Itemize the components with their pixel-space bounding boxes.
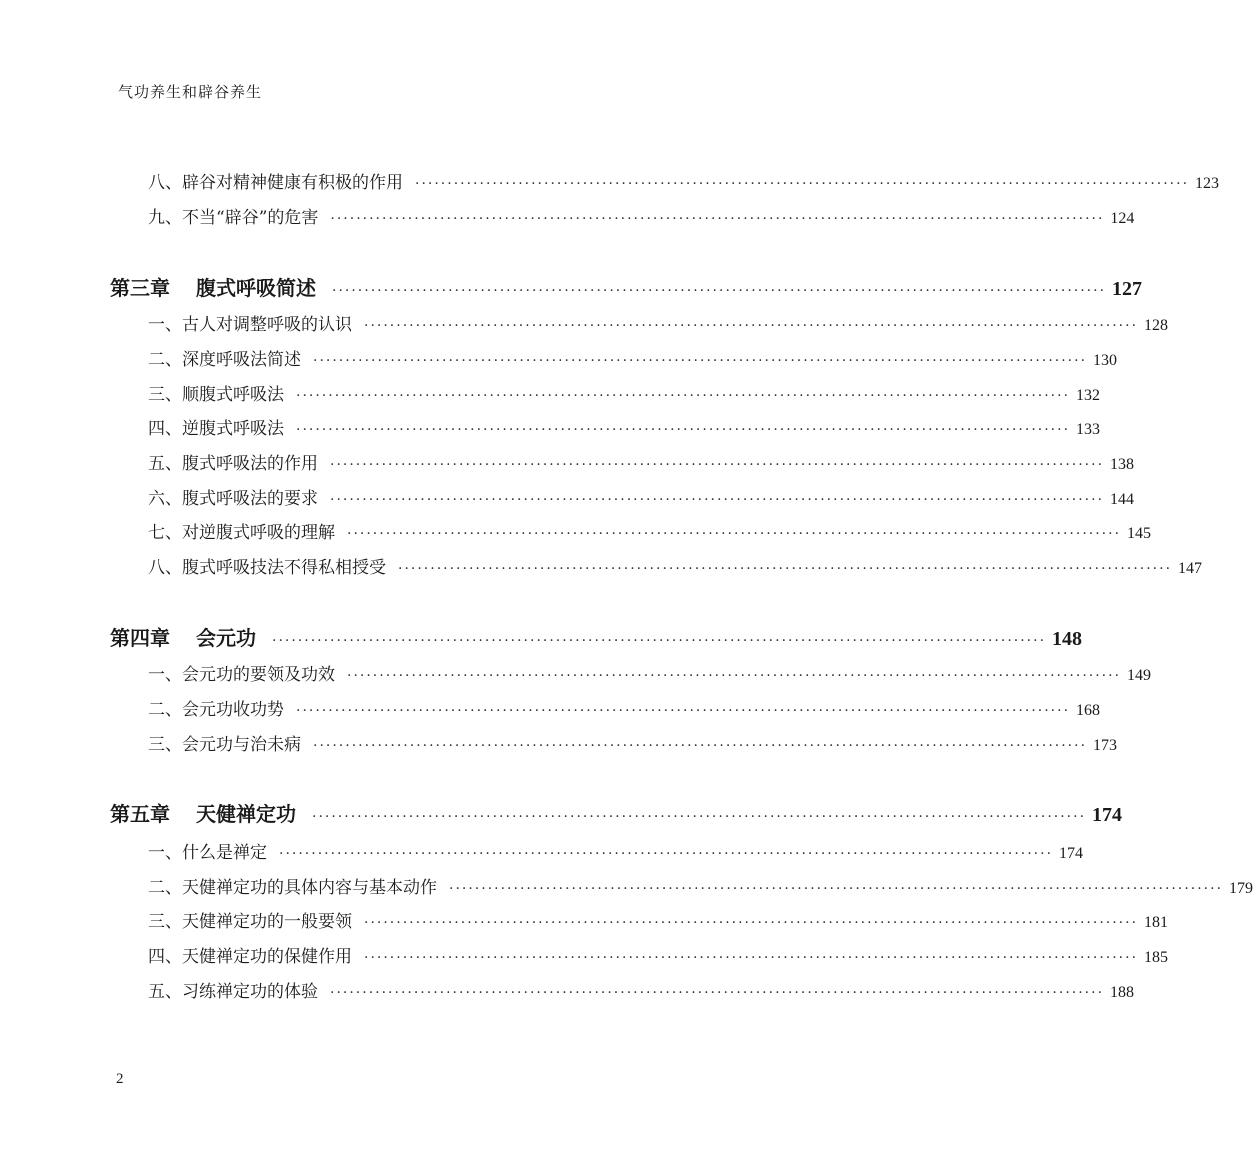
toc-section-entry: [148, 907, 1169, 932]
dot-leader: ························································································································: [364, 915, 1139, 931]
dot-leader: ························································································································: [296, 703, 1071, 719]
entry-page-number: 132: [1076, 387, 1101, 404]
dot-leader: ························································································································: [449, 881, 1224, 897]
chapter-label: 第五章: [110, 802, 170, 826]
toc-chapter-entry: [110, 272, 1143, 301]
chapter-title: 会元功: [196, 626, 256, 650]
entry-page-number: 174: [1059, 845, 1084, 862]
entry-title: 三、顺腹式呼吸法: [148, 385, 284, 405]
toc-section-entry: [148, 168, 1220, 193]
entry-title: 八、腹式呼吸技法不得私相授受: [148, 558, 386, 578]
entry-page-number: 181: [1144, 914, 1169, 931]
running-head: 气功养生和辟谷养生: [118, 83, 263, 101]
entry-title: 五、腹式呼吸法的作用: [148, 454, 318, 474]
toc-section-entry: [148, 730, 1118, 755]
entry-page-number: 148: [1052, 628, 1083, 650]
entry-page-number: 147: [1178, 560, 1203, 577]
toc-section-entry: [148, 660, 1152, 685]
toc-section-entry: [148, 695, 1101, 720]
toc-section-entry: [148, 203, 1135, 228]
entry-page-number: 188: [1110, 984, 1135, 1001]
entry-title: 八、辟谷对精神健康有积极的作用: [148, 173, 403, 193]
dot-leader: ························································································································: [364, 950, 1139, 966]
entry-title: [110, 622, 256, 651]
entry-page-number: 145: [1127, 525, 1152, 542]
dot-leader: ························································································································: [347, 668, 1122, 684]
entry-title: [110, 272, 316, 301]
entry-page-number: 144: [1110, 491, 1135, 508]
entry-title: 四、逆腹式呼吸法: [148, 419, 284, 439]
toc-section-entry: [148, 977, 1135, 1002]
chapter-title: 天健禅定功: [196, 802, 296, 826]
toc-chapter-entry: [110, 622, 1083, 651]
dot-leader: ························································································································: [312, 809, 1087, 825]
entry-page-number: 130: [1093, 352, 1118, 369]
entry-page-number: 185: [1144, 949, 1169, 966]
entry-page-number: 133: [1076, 421, 1101, 438]
dot-leader: ························································································································: [398, 561, 1173, 577]
entry-page-number: 174: [1092, 804, 1123, 826]
entry-title: 一、什么是禅定: [148, 843, 267, 863]
entry-title: 三、天健禅定功的一般要领: [148, 912, 352, 932]
toc-section-entry: [148, 942, 1169, 967]
toc-section-entry: [148, 449, 1135, 474]
toc-section-entry: [148, 873, 1253, 898]
entry-title: 二、深度呼吸法简述: [148, 350, 301, 370]
entry-page-number: 149: [1127, 667, 1152, 684]
chapter-title: 腹式呼吸简述: [196, 276, 316, 300]
entry-title: 六、腹式呼吸法的要求: [148, 489, 318, 509]
dot-leader: ························································································································: [272, 633, 1047, 649]
entry-page-number: 173: [1093, 737, 1118, 754]
entry-title: [110, 798, 296, 827]
entry-page-number: 128: [1144, 317, 1169, 334]
chapter-label: 第三章: [110, 276, 170, 300]
dot-leader: ························································································································: [330, 211, 1105, 227]
dot-leader: ························································································································: [296, 388, 1071, 404]
entry-page-number: 179: [1229, 880, 1253, 897]
entry-title: 四、天健禅定功的保健作用: [148, 947, 352, 967]
dot-leader: ························································································································: [330, 492, 1105, 508]
dot-leader: ························································································································: [313, 738, 1088, 754]
toc-section-entry: [148, 553, 1203, 578]
toc-section-entry: [148, 838, 1084, 863]
entry-title: 三、会元功与治未病: [148, 735, 301, 755]
dot-leader: ························································································································: [279, 846, 1054, 862]
dot-leader: ························································································································: [330, 457, 1105, 473]
dot-leader: ························································································································: [330, 985, 1105, 1001]
toc-section-entry: [148, 380, 1101, 405]
entry-title: 九、不当“辟谷”的危害: [148, 208, 319, 228]
entry-page-number: 123: [1195, 175, 1220, 192]
toc-section-entry: [148, 484, 1135, 509]
page-number: 2: [116, 1071, 124, 1087]
entry-page-number: 127: [1112, 278, 1143, 300]
entry-page-number: 124: [1110, 210, 1135, 227]
chapter-label: 第四章: [110, 626, 170, 650]
dot-leader: ························································································································: [347, 526, 1122, 542]
entry-page-number: 138: [1110, 456, 1135, 473]
entry-title: 五、习练禅定功的体验: [148, 982, 318, 1002]
dot-leader: ························································································································: [415, 176, 1190, 192]
entry-title: 二、会元功收功势: [148, 700, 284, 720]
dot-leader: ························································································································: [364, 318, 1139, 334]
dot-leader: ························································································································: [332, 283, 1107, 299]
entry-title: 七、对逆腹式呼吸的理解: [148, 523, 335, 543]
entry-title: 二、天健禅定功的具体内容与基本动作: [148, 878, 437, 898]
toc-section-entry: [148, 310, 1169, 335]
dot-leader: ························································································································: [296, 422, 1071, 438]
entry-page-number: 168: [1076, 702, 1101, 719]
entry-title: 一、会元功的要领及功效: [148, 665, 335, 685]
toc-section-entry: [148, 414, 1101, 439]
entry-title: 一、古人对调整呼吸的认识: [148, 315, 352, 335]
toc-section-entry: [148, 345, 1118, 370]
toc-section-entry: [148, 518, 1152, 543]
dot-leader: ························································································································: [313, 353, 1088, 369]
toc-chapter-entry: [110, 798, 1123, 827]
